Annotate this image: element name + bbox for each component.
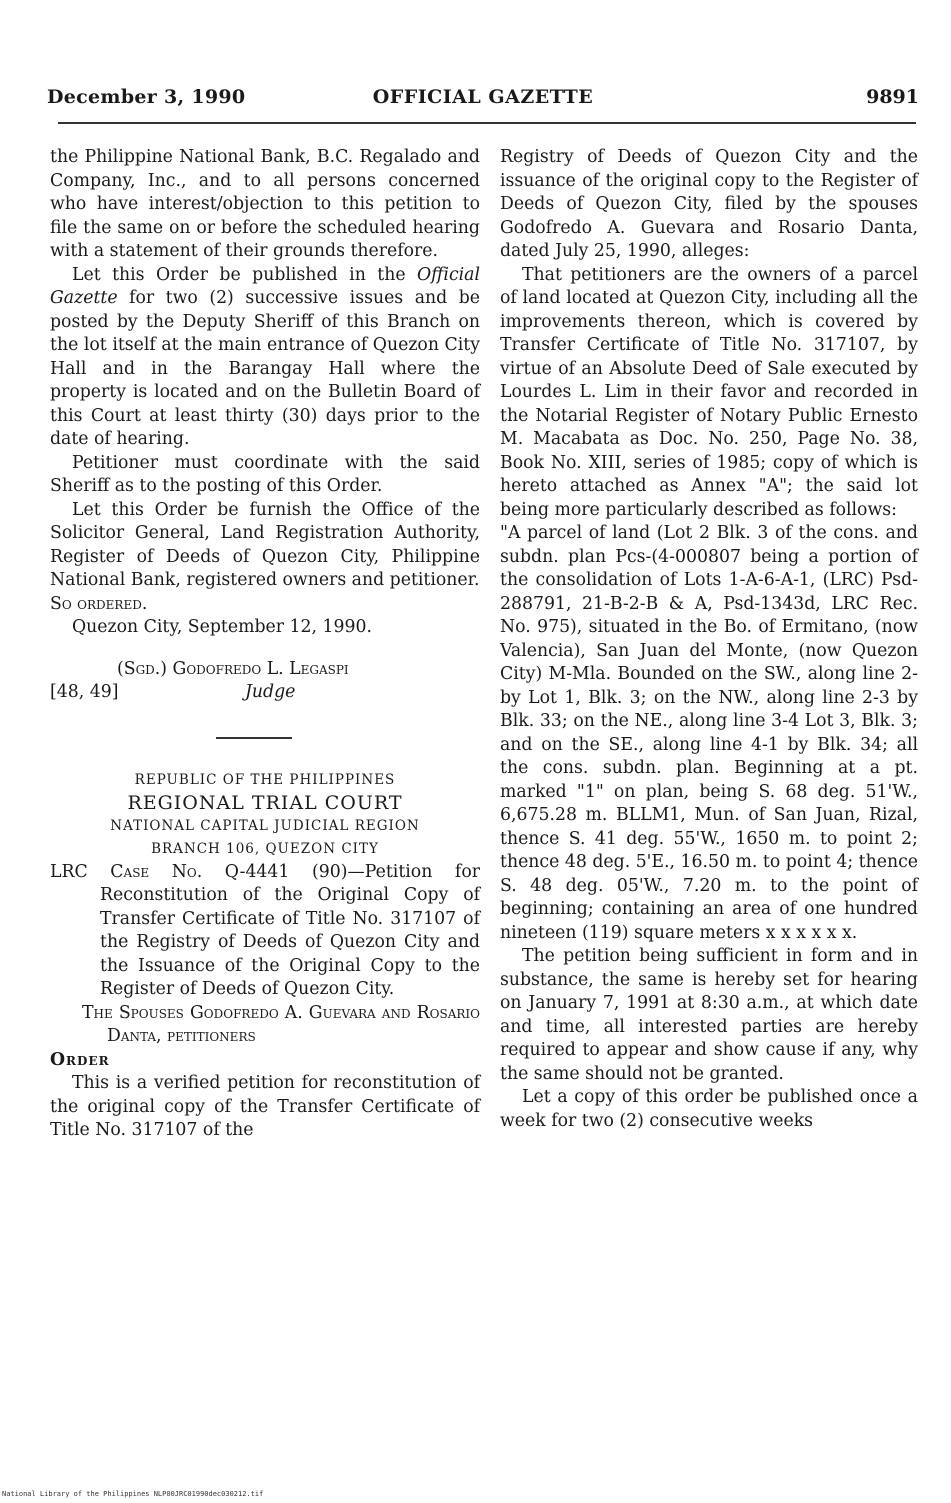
page-number: 9891: [866, 86, 919, 108]
paragraph: Registry of Deeds of Quezon City and the issuance of the original copy to the Register of Deeds of Quezon City, filed by the spouses Godofredo A. Guevara and Rosario Danta, dated July 25, 1990, alleges:: [500, 147, 918, 261]
scan-footer: National Library of the Philippines NLP00JRC01990dec030212.tif: [2, 1490, 264, 1498]
technical-description: "A parcel of land (Lot 2 Blk. 3 of the cons. and subdn. plan Pcs-(4-000807 being a portion of the consolidation of Lots 1-A-6-A-1, (LRC) Psd-288791, 21-B-2-B & A, Psd-1343d, LRC Rec. No. 975), situated in the Bo. of Ermitano, (now Valencia), San Juan del Monte, (now Quezon City) M-Mla. Bounded on the SW., along line 2-by Lot 1, Blk. 3; on the NW., along line 2-3 by Blk. 33; on the NE., along line 3-4 Lot 3, Blk. 3; and on the SE., along line 4-1 by Blk. 34; all the cons. subdn. plan. Beginning at a pt. marked "1" on plan, being S. 68 deg. 51'W., 6,675.28 m. BLLM1, Mun. of San Juan, Rizal, thence S. 41 deg. 55'W., 1650 m. to point 2; thence 48 deg. 5'E., 16.50 m. to point 4; thence S. 48 deg. 05'W., 7.20 m. to the point of beginning; containing an area of one hundred nineteen (119) square meters x x x x x x.: [500, 523, 918, 943]
signatory: (Sgd.) Godofredo L. Legaspi: [117, 658, 349, 679]
right-column: [500, 146, 918, 1133]
signatory-title: Judge: [245, 682, 296, 702]
issue-reference: [48, 49]: [50, 682, 119, 702]
section-divider: [216, 737, 292, 739]
paragraph: Petitioner must coordinate with the said Sheriff as to the posting of this Order.: [50, 452, 480, 496]
place-date: Quezon City, September 12, 1990.: [72, 617, 372, 637]
paragraph: the Philippine National Bank, B.C. Regalado and Company, Inc., and to all persons concerned who have interest/objection to this petition to file the same on or before the scheduled hearing with a statement of their grounds therefore.: [50, 147, 480, 261]
case-parties: The Spouses Godofredo A. Guevara and Rosario Danta, petitioners: [82, 1002, 480, 1046]
order-title: Order: [50, 1049, 110, 1070]
so-ordered: So ordered.: [50, 593, 148, 614]
signature-block: [50, 658, 480, 705]
page-header: [47, 86, 919, 116]
court-name: REGIONAL TRIAL COURT: [127, 791, 403, 814]
paragraph: The petition being sufficient in form and in substance, the same is hereby set for hearing on January 7, 1991 at 8:30 a.m., at which date and time, all interested parties are hereby required to appear and show cause if any, why the same should not be granted.: [500, 946, 918, 1084]
left-column: [50, 146, 480, 1143]
paragraph: This is a verified petition for reconstitution of the original copy of the Transfer Certificate of Title No. 317107 of the: [50, 1073, 480, 1140]
header-rule: [58, 122, 916, 124]
publication-title: OFFICIAL GAZETTE: [372, 86, 594, 108]
court-branch: BRANCH 106, QUEZON CITY: [151, 840, 379, 857]
paragraph: Let a copy of this order be published once a week for two (2) consecutive weeks: [500, 1087, 918, 1131]
issue-date: December 3, 1990: [47, 86, 246, 108]
paragraph: That petitioners are the owners of a parcel of land located at Quezon City, including all the improvements thereon, which is covered by Transfer Certificate of Title No. 317107, by virtue of an Absolute Deed of Sale executed by Lourdes L. Lim in their favor and recorded in the Notarial Register of Notary Public Ernesto M. Macabata as Doc. No. 250, Page No. 38, Book No. XIII, series of 1985; copy of which is hereto attached as Annex "A"; the said lot being more particularly described as follows:: [500, 264, 918, 520]
court-region: NATIONAL CAPITAL JUDICIAL REGION: [110, 817, 420, 834]
paragraph: Let this Order be furnish the Office of the Solicitor General, Land Registration Authority, Register of Deeds of Quezon City, Philippine National Bank, registered owners and petitioner.: [50, 499, 480, 590]
case-caption: LRC Case No. Q-4441 (90)—Petition for Reconstitution of the Original Copy of Transfer Certificate of Title No. 317107 of the Registry of Deeds of Quezon City and the Issuance of the Original Copy to the Register of Deeds of Quezon City.: [50, 861, 480, 999]
court-republic: REPUBLIC OF THE PHILIPPINES: [134, 771, 396, 788]
paragraph-publication: Let this Order be published in the Official Gazette for two (2) successive issues and be posted by the Deputy Sheriff of this Branch on the lot itself at the main entrance of Quezon City Hall and in the Barangay Hall where the property is located and on the Bulletin Board of this Court at least thirty (30) days prior to the date of hearing.: [50, 264, 480, 449]
court-heading: [50, 769, 480, 861]
